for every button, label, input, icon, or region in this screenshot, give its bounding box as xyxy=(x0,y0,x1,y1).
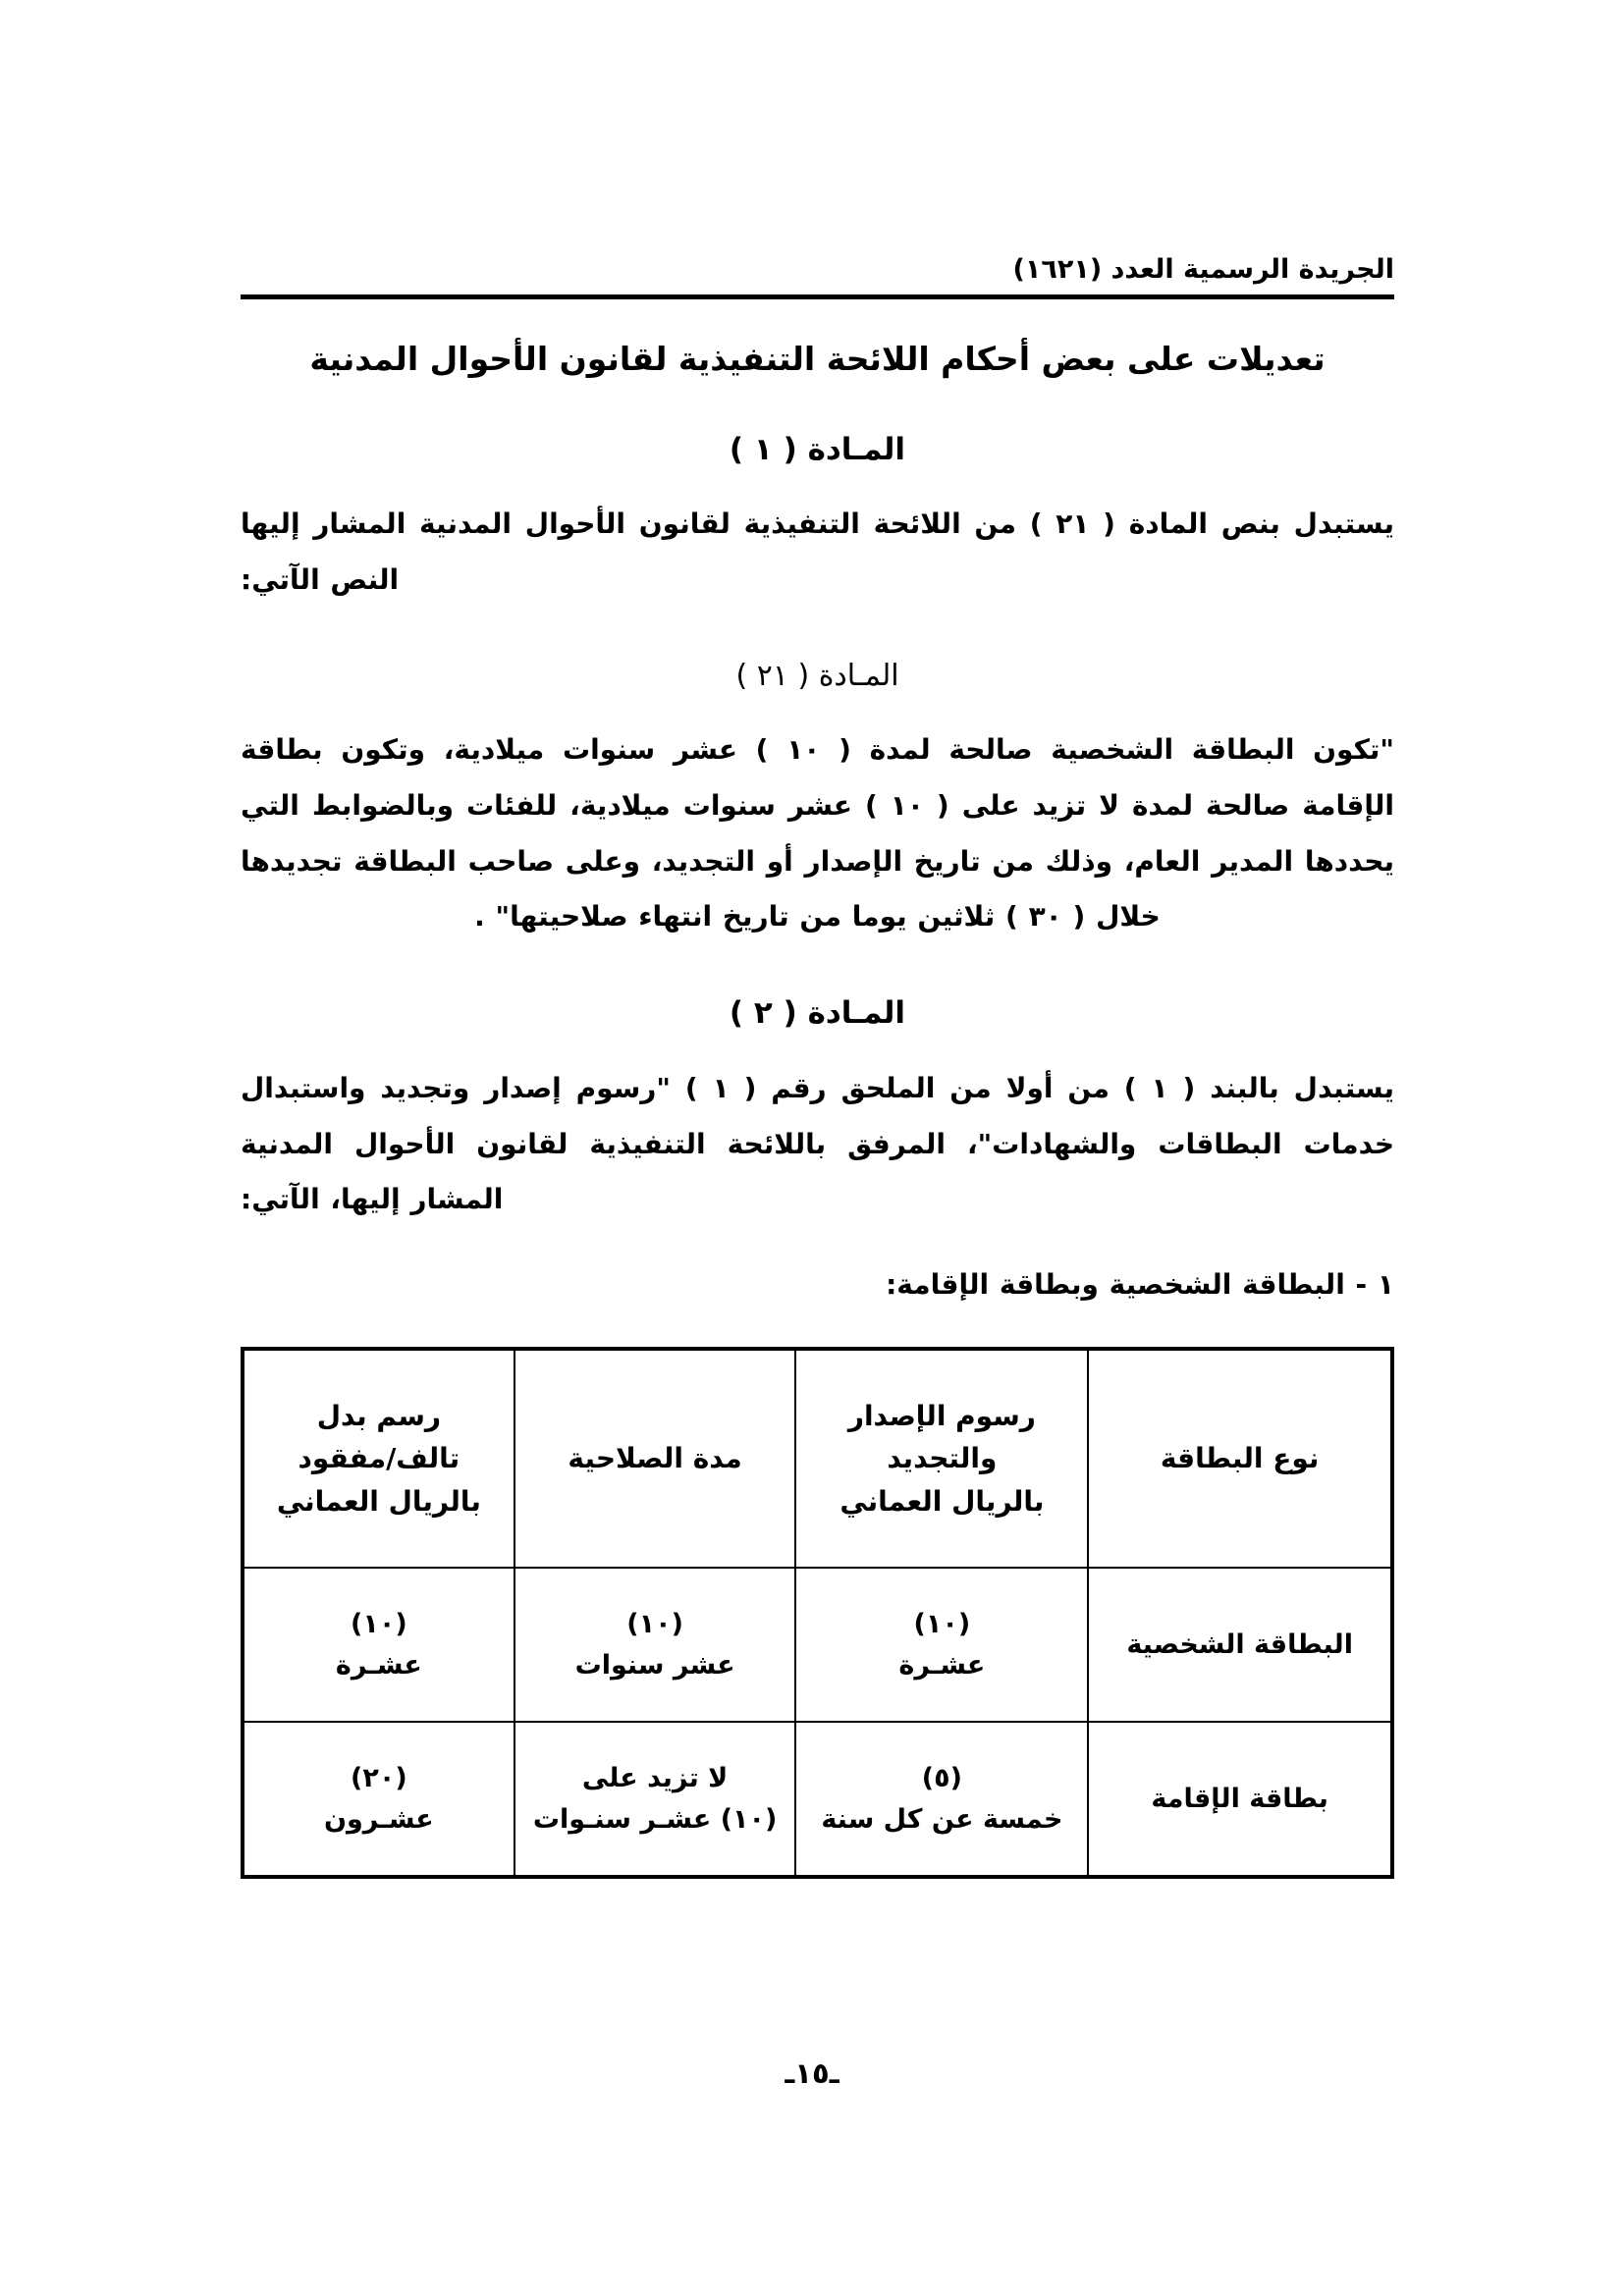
cell-issue-renew-fee-line-1: (٥) xyxy=(921,1762,962,1793)
article-21-quoted-text: "تكون البطاقة الشخصية صالحة لمدة ( ١٠ ) عشر سنوات ميلادية، وتكون بطاقة الإقامة صالحة لمدة لا تزيد على ( ١٠ ) عشر سنوات ميلادية، للفئات وبالضوابط التي يحددها المدير العام، وذلك من تاريخ الإصدار أو التجديد، وعلى صاحب البطاقة تجديدها خلال ( ٣٠ ) ثلاثين يوما من تاريخ انتهاء صلاحيتها" . xyxy=(241,732,1394,934)
cell-card-type-value: البطاقة الشخصية xyxy=(1126,1629,1353,1660)
column-header-validity-period-line-1: مدة الصلاحية xyxy=(568,1442,742,1475)
cell-validity-period xyxy=(514,1568,796,1722)
cell-issue-renew-fee-line-2: خمسة عن كل سنة xyxy=(821,1803,1063,1835)
column-header-issue-renew-fees-line-3: بالريال العماني xyxy=(839,1484,1045,1518)
article-2-heading: المـادة ( ٢ ) xyxy=(729,995,906,1032)
article-2-body: يستبدل بالبند ( ١ ) من أولا من الملحق رقم ( ١ ) "رسوم إصدار وتجديد واستبدال خدمات البطاقات والشهادات"، المرفق باللائحة التنفيذية لقانون الأحوال المدنية المشار إليها، الآتي: xyxy=(241,1071,1395,1216)
cell-replacement-fee xyxy=(243,1568,514,1722)
column-header-issue-renew-fees-line-2: والتجديد xyxy=(887,1442,998,1475)
cell-replacement-fee xyxy=(243,1722,514,1877)
fee-table-wrapper xyxy=(241,1347,1394,1879)
cell-validity-period-line-2: (١٠) عشـر سنـوات xyxy=(532,1803,778,1835)
article-1-heading: المـادة ( ١ ) xyxy=(729,431,906,467)
fee-table-head xyxy=(243,1349,1392,1568)
column-header-issue-renew-fees xyxy=(795,1349,1088,1568)
column-header-validity-period xyxy=(514,1349,796,1568)
article-21-subheading: المـادة ( ٢١ ) xyxy=(735,658,899,693)
cell-replacement-fee-line-1: (٢٠) xyxy=(351,1762,407,1793)
cell-issue-renew-fee-line-2: عشـرة xyxy=(898,1649,986,1681)
fee-table xyxy=(241,1347,1394,1879)
article-1-body: يستبدل بنص المادة ( ٢١ ) من اللائحة التنفيذية لقانون الأحوال المدنية المشار إليها النص الآتي: xyxy=(241,507,1394,597)
cell-card-type-value: بطاقة الإقامة xyxy=(1151,1783,1328,1814)
cell-issue-renew-fee xyxy=(795,1568,1088,1722)
column-header-issue-renew-fees-line-1: رسوم الإصدار xyxy=(847,1399,1036,1432)
cell-replacement-fee-line-1: (١٠) xyxy=(351,1608,407,1639)
cell-issue-renew-fee-line-1: (١٠) xyxy=(913,1608,971,1639)
column-header-card-type xyxy=(1088,1349,1392,1568)
column-header-replacement-fee-line-3: بالريال العماني xyxy=(276,1484,481,1518)
cell-issue-renew-fee xyxy=(795,1722,1088,1877)
cell-replacement-fee-line-2: عشـرة xyxy=(335,1649,422,1681)
page-title: تعديلات على بعض أحكام اللائحة التنفيذية لقانون الأحوال المدنية xyxy=(309,339,1326,378)
column-header-replacement-fee xyxy=(243,1349,514,1568)
header-rule xyxy=(241,294,1394,299)
table-row xyxy=(243,1568,1392,1722)
cell-card-type xyxy=(1088,1722,1392,1877)
fee-table-header-row xyxy=(243,1349,1392,1568)
fee-table-body xyxy=(243,1568,1392,1877)
cell-validity-period-line-1: (١٠) xyxy=(626,1608,683,1639)
cell-replacement-fee-line-2: عشـرون xyxy=(323,1803,434,1835)
article-2-list-item: ١ - البطاقة الشخصية وبطاقة الإقامة: xyxy=(886,1268,1394,1302)
column-header-card-type-line-1: نوع البطاقة xyxy=(1160,1442,1320,1475)
page-number: ـ١٥ـ xyxy=(785,2056,839,2090)
cell-validity-period-line-2: عشر سنوات xyxy=(574,1649,735,1681)
cell-validity-period-line-1: لا تزيد على xyxy=(581,1762,729,1793)
page-content xyxy=(241,0,1394,1879)
column-header-replacement-fee-line-1: رسم بدل xyxy=(316,1399,442,1432)
cell-card-type xyxy=(1088,1568,1392,1722)
cell-validity-period xyxy=(514,1722,796,1877)
column-header-replacement-fee-line-2: تالف/مفقود xyxy=(298,1442,460,1475)
table-row xyxy=(243,1722,1392,1877)
running-head: الجريدة الرسمية العدد (١٦٢١) xyxy=(1012,254,1394,285)
